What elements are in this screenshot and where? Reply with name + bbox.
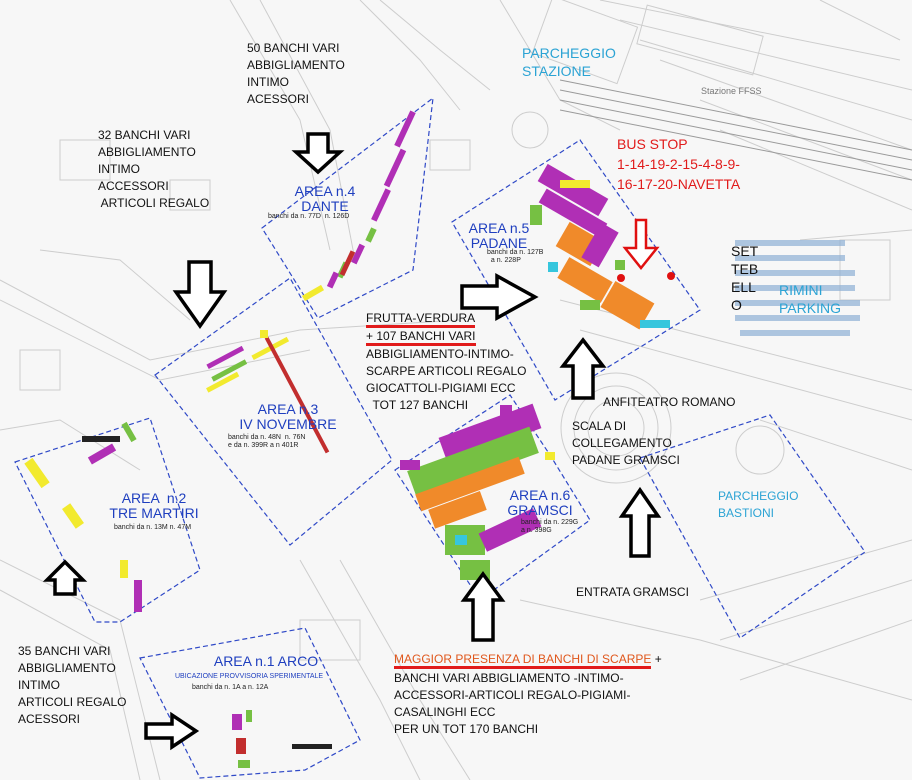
padane-goods-label: ABBIGLIAMENTO-INTIMO- SCARPE ARTICOLI REGALO GIOCATTOLI-PIGIAMI ECC TOT 127 BANCHI [366, 347, 527, 412]
entrata-gramsci-label: ENTRATA GRAMSCI [576, 585, 689, 599]
stazione-ffss-label: Stazione FFSS [701, 86, 762, 96]
area-1-title: AREA n.1 ARCO [213, 653, 319, 669]
settebello-label: SET TEB ELL O [731, 243, 759, 313]
area-4-title: AREA n.4 DANTE [294, 183, 356, 214]
area-1-stalls [232, 710, 332, 768]
area-1-boundary [140, 628, 360, 778]
scala-label: SCALA DI COLLEGAMENTO PADANE GRAMSCI [572, 419, 680, 467]
area-6-detail: banchi da n. 229G a n. 398G [521, 519, 579, 534]
arrow-right-icon [146, 715, 196, 747]
banchi-107-label: + 107 BANCHI VARI [366, 329, 476, 346]
area-6-title: AREA n.6 GRAMSCI [507, 487, 573, 518]
area-3-title: AREA n.3 IV NOVEMBRE [239, 401, 337, 432]
parcheggio-bastioni-label: PARCHEGGIO BASTIONI [718, 489, 799, 520]
parcheggio-stazione-label: PARCHEGGIO STAZIONE [522, 45, 616, 79]
gramsci-goods-label: BANCHI VARI ABBIGLIAMENTO -INTIMO- ACCESSORI-ARTICOLI REGALO-PIGIAMI- CASALINGHI ECC PER UN TOT 170 BANCHI [394, 671, 631, 736]
arrow-up-icon [563, 340, 603, 398]
arrow-down-icon [296, 134, 340, 172]
area-1-subtitle: UBICAZIONE PROVVISORIA SPERIMENTALE [175, 673, 324, 680]
area-2-detail: banchi da n. 13M n. 47M [114, 524, 192, 531]
dante-info-label: 50 BANCHI VARI ABBIGLIAMENTO INTIMO ACESSORI [247, 41, 345, 106]
left-bottom-info-label: 35 BANCHI VARI ABBIGLIAMENTO INTIMO ARTICOLI REGALO ACESSORI [18, 644, 127, 726]
area-4-detail: banchi da n. 77D n. 126D [268, 213, 350, 220]
left-info-label: 32 BANCHI VARI ABBIGLIAMENTO INTIMO ACCESSORI ARTICOLI REGALO [98, 128, 210, 210]
arrow-down-icon [176, 262, 224, 326]
plus-label: + [651, 652, 662, 666]
bus-stop-marker-icon [617, 272, 675, 282]
area-5-detail: banchi da n. 127B a n. 228P [487, 249, 544, 264]
anfiteatro-label: ANFITEATRO ROMANO [603, 395, 736, 409]
arrow-up-icon [622, 490, 658, 556]
bus-stop-label: BUS STOP 1-14-19-2-15-4-8-9- 16-17-20-NAVETTA [617, 136, 741, 192]
area-1-detail: banchi da n. 1A a n. 12A [192, 684, 269, 691]
frutta-verdura-label: FRUTTA-VERDURA [366, 311, 475, 328]
area-2-title: AREA n.2 TRE MARTIRI [109, 490, 199, 521]
maggior-presenza-label: MAGGIOR PRESENZA DI BANCHI DI SCARPE [394, 652, 651, 669]
arrow-up-icon [47, 562, 83, 594]
rimini-parking-label: RIMINI PARKING [779, 282, 841, 316]
arrow-down-icon [625, 220, 657, 268]
area-5-title: AREA n.5 PADANE [468, 220, 530, 251]
area-3-detail: banchi da n. 48N n. 76N e da n. 399R a n 401R [228, 434, 306, 449]
